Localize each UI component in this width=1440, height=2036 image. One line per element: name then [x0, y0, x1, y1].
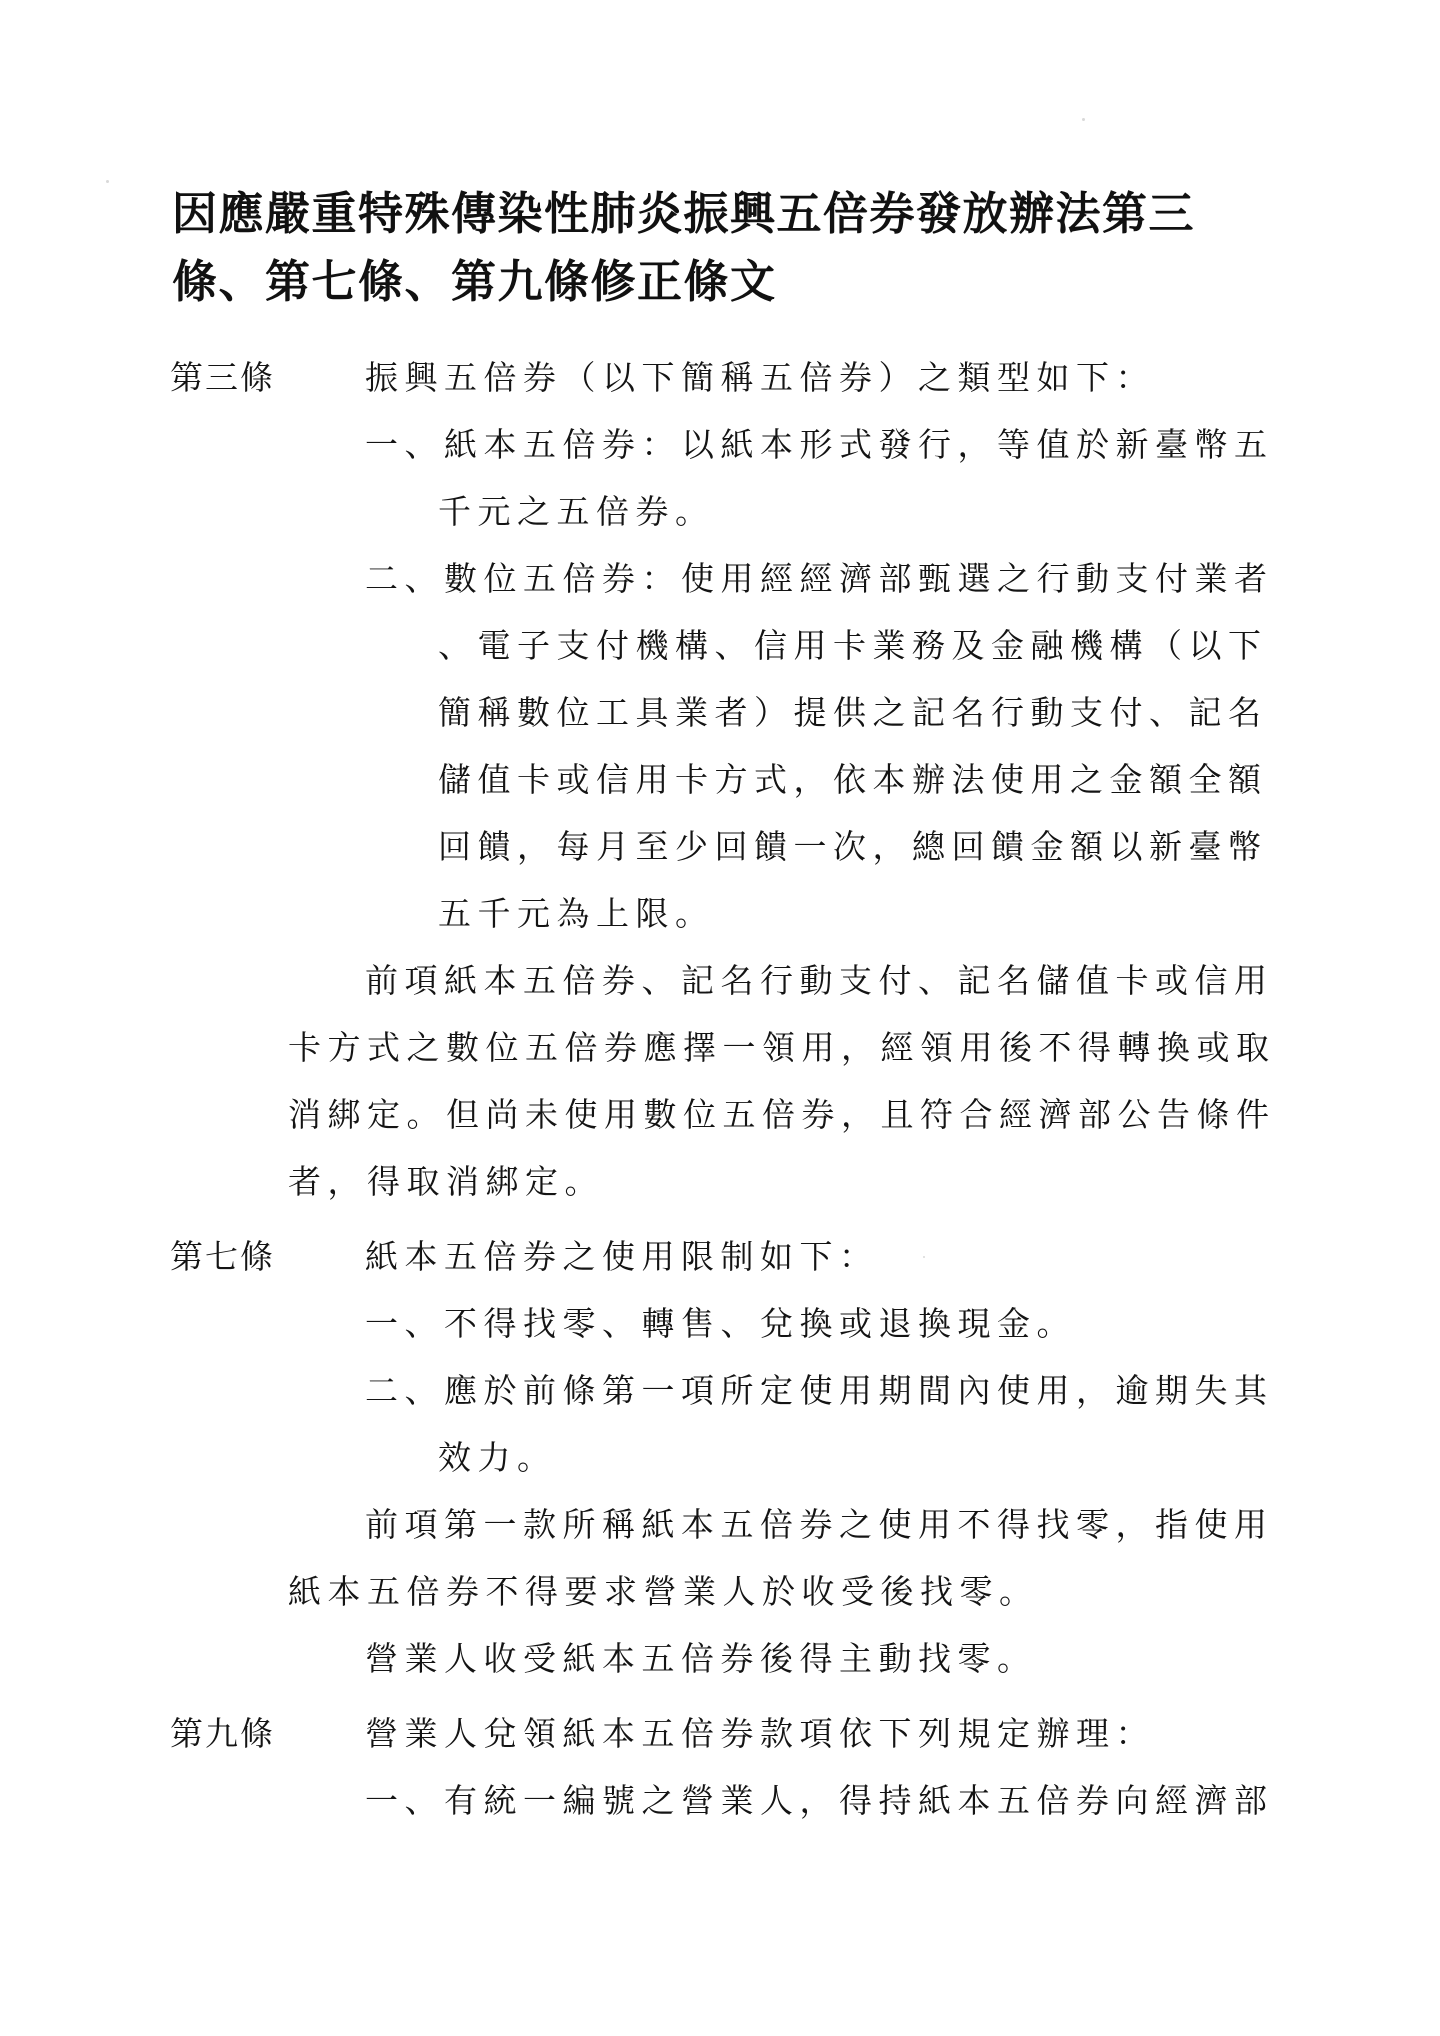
scan-speck [1082, 118, 1085, 121]
article-3-item-2: 二、數位五倍券：使用經經濟部甄選之行動支付業者 [365, 559, 1274, 598]
article-7-item-2: 二、應於前條第一項所定使用期間內使用，逾期失其 [365, 1371, 1274, 1410]
article-7-intro: 紙本五倍券之使用限制如下： [365, 1237, 879, 1276]
article-7-item-1: 一、不得找零、轉售、兌換或退換現金。 [365, 1304, 1076, 1343]
article-3-paragraph-2-cont: 者，得取消綁定。 [288, 1162, 604, 1201]
article-3-paragraph-2: 前項紙本五倍券、記名行動支付、記名儲值卡或信用 [365, 961, 1274, 1000]
article-3-item-2-cont: 五千元為上限。 [438, 894, 715, 933]
scan-speck [923, 1256, 925, 1258]
article-3-item-2-cont: 回饋，每月至少回饋一次，總回饋金額以新臺幣 [438, 827, 1268, 866]
article-7-paragraph-2: 前項第一款所稱紙本五倍券之使用不得找零，指使用 [365, 1505, 1274, 1544]
article-3-item-2-cont: 儲值卡或信用卡方式，依本辦法使用之金額全額 [438, 760, 1268, 799]
article-9-label: 第九條 [170, 1714, 275, 1753]
article-3-item-1-cont: 千元之五倍券。 [438, 492, 715, 531]
article-7-label: 第七條 [170, 1237, 275, 1276]
article-9-intro: 營業人兌領紙本五倍券款項依下列規定辦理： [365, 1714, 1155, 1753]
title-line-1: 因應嚴重特殊傳染性肺炎振興五倍券發放辦法第三 [172, 187, 1196, 240]
article-3-paragraph-2-cont: 卡方式之數位五倍券應擇一領用，經領用後不得轉換或取 [288, 1028, 1276, 1067]
article-3-paragraph-2-cont: 消綁定。但尚未使用數位五倍券，且符合經濟部公告條件 [288, 1095, 1276, 1134]
title-line-2: 條、第七條、第九條修正條文 [172, 255, 777, 308]
article-7-paragraph-3: 營業人收受紙本五倍券後得主動找零。 [365, 1639, 1037, 1678]
article-3-item-1: 一、紙本五倍券：以紙本形式發行，等值於新臺幣五 [365, 425, 1274, 464]
article-9-item-1: 一、有統一編號之營業人，得持紙本五倍券向經濟部 [365, 1781, 1274, 1820]
article-3-item-2-cont: 簡稱數位工具業者）提供之記名行動支付、記名 [438, 693, 1268, 732]
article-7-item-2-cont: 效力。 [438, 1438, 557, 1477]
article-3-intro: 振興五倍券（以下簡稱五倍券）之類型如下： [365, 358, 1155, 397]
scan-speck [106, 180, 109, 183]
article-3-item-2-cont: 、電子支付機構、信用卡業務及金融機構（以下 [438, 626, 1268, 665]
article-7-paragraph-2-cont: 紙本五倍券不得要求營業人於收受後找零。 [288, 1572, 1039, 1611]
article-3-label: 第三條 [170, 358, 275, 397]
document-title [172, 180, 1282, 316]
